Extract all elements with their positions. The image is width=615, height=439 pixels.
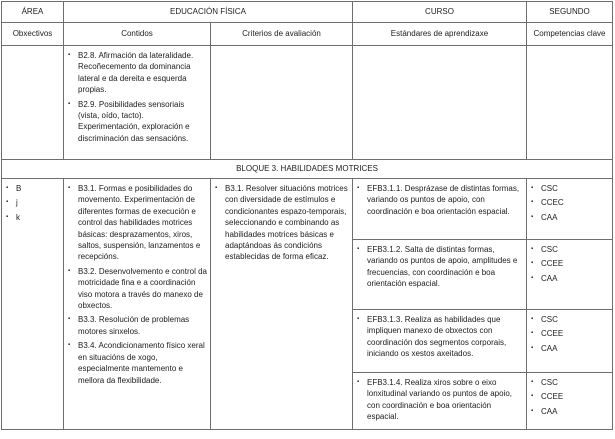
bullet-square-icon: ▪ <box>531 330 534 337</box>
bullet-square-icon: ▪ <box>531 393 534 400</box>
bullet-square-icon: ▪ <box>357 379 360 385</box>
bullet-item <box>531 343 609 354</box>
bullet-square-icon: ▪ <box>531 316 534 322</box>
bullet-item <box>531 328 609 339</box>
estandar-row <box>353 179 612 240</box>
bullet-text: EFB3.1.2. Salta de distintas formas, variando os puntos de apoio, amplitudes e frecuencias, con coordinación e boa orientación espacial. <box>367 245 518 289</box>
subheader-criterios: Criterios de avaliación <box>211 23 353 46</box>
bullet-square-icon: ▪ <box>6 185 9 191</box>
bullet-square-icon: ▪ <box>357 246 360 252</box>
bullet-text: CCEE <box>541 392 564 402</box>
bloque3-obxectivos-cell <box>2 179 64 429</box>
bullet-text: CAA <box>541 273 558 283</box>
bloque-banner-row <box>2 160 612 179</box>
bullet-text: B2.8. Afirmación da lateralidade. Recoñecemento da dominancia lateral e da dereita e esquerda propias. <box>78 51 194 95</box>
subheader-contidos: Contidos <box>64 23 211 46</box>
bullet-text: CAA <box>541 212 558 222</box>
bullet-text: B3.2. Desenvolvemento e control da motricidade fina e a coordinación viso motora a través do manexo de obxectos. <box>78 266 207 311</box>
estandar-cell <box>353 240 527 309</box>
bullet-item <box>68 314 207 337</box>
bullet-text: B <box>16 184 22 193</box>
estandares-grid <box>353 179 612 429</box>
bullet-text: B3.3. Resolución de problemas motores sinxelos. <box>78 315 190 336</box>
criterios-list <box>215 183 349 263</box>
bullet-square-icon: ▪ <box>531 260 534 267</box>
bullet-text: CAA <box>541 406 558 416</box>
bullet-item <box>531 377 609 388</box>
bullet-square-icon: ▪ <box>531 274 534 281</box>
subheader-competencias: Competencias clave <box>527 23 612 46</box>
bullet-item <box>357 314 523 360</box>
bullet-text: CCEE <box>541 259 564 269</box>
bullet-text: B3.1. Formas e posibilidades do movemento. Experimentación de diferentes formas de execución e control das habilidades motrices básicas: desprazamentos, xiros, saltos, suspensión, lanzamentos e recepcións. <box>78 184 201 262</box>
bullet-square-icon: ▪ <box>68 52 71 58</box>
bloque3-criterios-cell <box>211 179 353 429</box>
bullet-square-icon: ▪ <box>68 316 71 323</box>
bullet-text: CAA <box>541 343 558 353</box>
bullet-square-icon: ▪ <box>531 213 534 220</box>
curriculum-table <box>1 1 613 430</box>
bullet-item <box>531 406 609 417</box>
bullet-item <box>531 258 609 269</box>
estandar-cell <box>353 179 527 239</box>
bullet-square-icon: ▪ <box>531 246 534 252</box>
bullet-text: CSC <box>541 315 558 324</box>
contidos-list <box>68 183 207 386</box>
estandar-cell <box>353 373 527 429</box>
bullet-item <box>357 377 523 423</box>
bullet-text: EFB3.1.4. Realiza xiros sobre o eixo lonxitudinal variando os puntos de apoio, con coordinación e boa orientación espacial. <box>367 378 512 422</box>
bullet-square-icon: ▪ <box>215 185 218 191</box>
contidos-list <box>68 50 207 144</box>
bullet-item <box>6 212 60 223</box>
bullet-item <box>68 99 207 145</box>
header-row <box>2 2 612 23</box>
header-segundo: SEGUNDO <box>527 2 612 23</box>
bullet-square-icon: ▪ <box>357 316 360 322</box>
bloque3-contidos-cell <box>64 179 211 429</box>
estandar-row <box>353 240 612 310</box>
competencias-cell <box>527 373 612 429</box>
header-educacion-fisica: EDUCACIÓN FÍSICA <box>64 2 353 23</box>
bloque2-contidos-cell <box>64 46 211 160</box>
bullet-item <box>68 340 207 386</box>
bullet-square-icon: ▪ <box>68 267 71 274</box>
estandar-cell <box>353 310 527 372</box>
bullet-text: EFB3.1.1. Desprázase de distintas formas, variando os puntos de apoio, con coordinación e boa orientación espacial. <box>367 184 520 216</box>
bullet-square-icon: ▪ <box>531 185 534 191</box>
bullet-item <box>531 391 609 402</box>
bloque2-criterios-cell <box>211 46 353 160</box>
bullet-item <box>531 314 609 325</box>
bullet-text: B2.9. Posibilidades sensoriais (vista, oído, tacto). Experimentación, exploración e discriminación das sensacións. <box>78 99 190 143</box>
header-area: ÁREA <box>2 2 64 23</box>
estandar-row <box>353 373 612 429</box>
bullet-square-icon: ▪ <box>531 407 534 414</box>
subheader-obxectivos: Obxectivos <box>2 23 64 46</box>
bloque-banner: BLOQUE 3. HABILIDADES MOTRICES <box>2 160 612 179</box>
bullet-text: j <box>16 198 18 208</box>
bullet-square-icon: ▪ <box>531 344 534 351</box>
bullet-text: CSC <box>541 378 558 387</box>
bullet-item <box>68 266 207 312</box>
bloque2-row <box>2 46 612 160</box>
bullet-item <box>531 183 609 194</box>
bullet-item <box>6 183 60 194</box>
obxectivos-list <box>6 183 60 223</box>
bloque2-estandares-cell <box>353 46 527 160</box>
competencias-cell <box>527 179 612 239</box>
bullet-text: CCEE <box>541 329 564 339</box>
bullet-square-icon: ▪ <box>357 185 360 191</box>
bloque2-competencias-cell <box>527 46 612 160</box>
bullet-item <box>357 244 523 290</box>
competencias-cell <box>527 310 612 372</box>
bullet-item <box>531 244 609 255</box>
bullet-item <box>357 183 523 217</box>
bullet-text: CSC <box>541 184 558 193</box>
bullet-square-icon: ▪ <box>68 185 71 191</box>
bullet-item <box>531 197 609 208</box>
bullet-square-icon: ▪ <box>6 199 9 206</box>
bullet-text: EFB3.1.3. Realiza as habilidades que impliquen manexo de obxectos con coordinación dos segmentos corporais, iniciando os xestos axeitados. <box>367 315 507 359</box>
estandar-row <box>353 310 612 373</box>
bloque2-obxectivos-cell <box>2 46 64 160</box>
subheader-estandares: Estándares de aprendizaxe <box>353 23 527 46</box>
bullet-item <box>68 183 207 263</box>
bullet-text: B3.4. Acondicionamento físico xeral en situacións de xogo, especialmente mantemento e mellora da flexibilidade. <box>78 341 205 385</box>
bullet-text: CSC <box>541 245 558 254</box>
bullet-item <box>531 273 609 284</box>
bullet-item <box>531 212 609 223</box>
competencias-cell <box>527 240 612 309</box>
bullet-text: B3.1. Resolver situacións motrices con diversidade de estímulos e condicionantes espazo-temporais, seleccionando e combinando as habilidades motrices básicas e adaptándoas ás condicións establecidas de forma eficaz. <box>225 184 348 262</box>
bullet-square-icon: ▪ <box>68 100 71 107</box>
subheader-row <box>2 23 612 46</box>
bloque3-row <box>2 179 612 429</box>
bullet-square-icon: ▪ <box>6 213 9 220</box>
bullet-text: k <box>16 212 20 222</box>
bullet-square-icon: ▪ <box>531 199 534 206</box>
bullet-text: CCEC <box>541 198 564 208</box>
bullet-item <box>6 197 60 208</box>
header-curso: CURSO <box>353 2 527 23</box>
bullet-item <box>68 50 207 96</box>
bullet-item <box>215 183 349 263</box>
bullet-square-icon: ▪ <box>68 342 71 349</box>
bullet-square-icon: ▪ <box>531 379 534 385</box>
